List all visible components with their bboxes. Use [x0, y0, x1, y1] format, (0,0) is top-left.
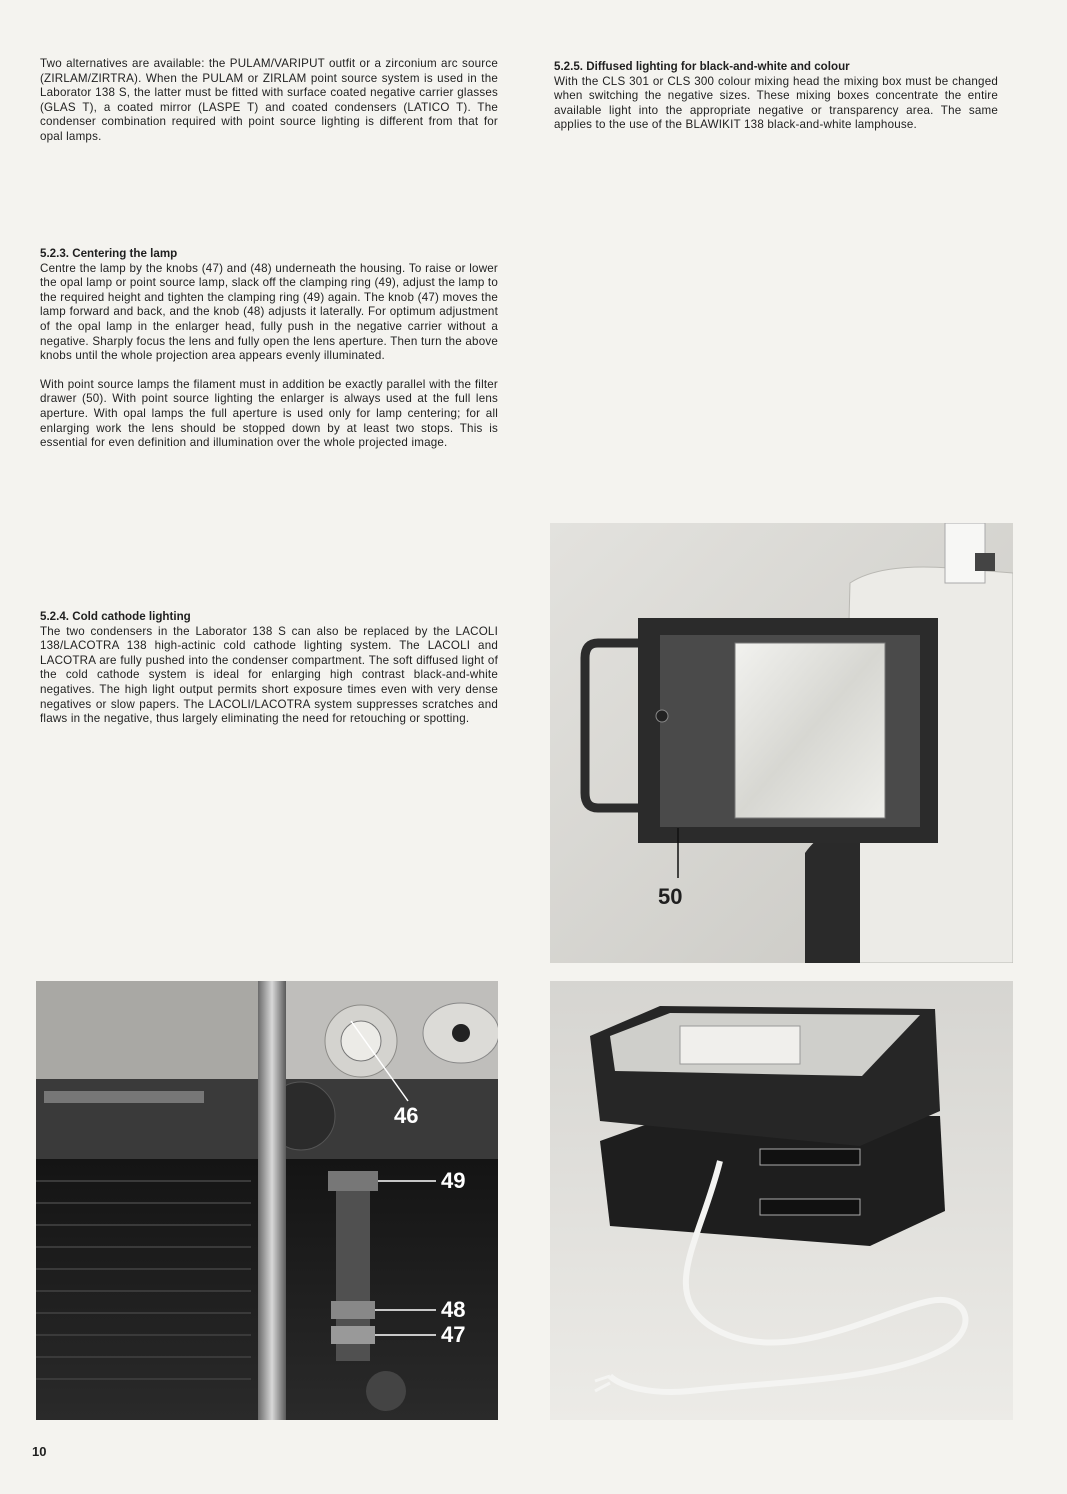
- section-5-2-3-heading: 5.2.3. Centering the lamp: [40, 247, 178, 260]
- section-5-2-5: [554, 60, 998, 133]
- callout-50: 50: [658, 884, 683, 909]
- lacoli-lacotra-illustration: [550, 981, 1013, 1420]
- section-5-2-3: [40, 247, 498, 451]
- section-5-2-3-paragraph-2: With point source lamps the filament must in addition be exactly parallel with the filter drawer (50). With point source lighting the enlarger is always used at the full lens aperture. With opal lamps the full aperture is used only for lamp centering; for all enlarging work the lens should be stopped down by at least two stops. This is essential for even definition and illumination over the whole projected image.: [40, 377, 498, 450]
- callout-47: 47: [441, 1322, 466, 1347]
- section-5-2-5-paragraph: With the CLS 301 or CLS 300 colour mixing head the mixing box must be changed when switching the negative sizes. These mixing boxes concentrate the entire available light into the appropriate negative or transparency area. The same applies to the use of the BLAWIKIT 138 black-and-white lamphouse.: [554, 74, 998, 132]
- intro-paragraph: Two alternatives are available: the PULAM/VARIPUT outfit or a zirconium arc source (ZIRLAM/ZIRTRA). When the PULAM or ZIRLAM point source system is used in the Laborator 138 S, the latter must be fitted with surface coated negative carrier glasses (GLAS T), a coated mirror (LASPE T) and coated condensers (LATICO T). The condenser combination required with point source lighting is different from that for opal lamps.: [40, 57, 498, 143]
- section-5-2-5-heading: 5.2.5. Diffused lighting for black-and-white and colour: [554, 60, 850, 73]
- section-5-2-3-paragraph-1: Centre the lamp by the knobs (47) and (48) underneath the housing. To raise or lower the opal lamp or point source lamp, slack off the clamping ring (49), adjust the lamp to the required height and tighten the clamping ring (49) again. The knob (47) moves the lamp forward and back, and the knob (48) adjusts it laterally. For optimum adjustment of the opal lamp in the enlarger head, fully push in the negative carrier without a negative. Sharply focus the lens and fully open the lens aperture. Then turn the above knobs until the whole projection area appears evenly illuminated.: [40, 261, 498, 363]
- filter-drawer-photo: [550, 523, 1013, 963]
- lamp-housing-illustration: [36, 981, 498, 1420]
- section-5-2-4-paragraph: The two condensers in the Laborator 138 S can also be replaced by the LACOLI 138/LACOTRA 138 high-actinic cold cathode lighting system. The LACOLI and LACOTRA are fully pushed into the condenser compartment. The soft diffused light of the cold cathode system is ideal for enlarging high contrast black-and-white negatives. The high light output permits short exposure times even with very dense negatives or slow papers. The LACOLI/LACOTRA system suppresses scratches and flaws in the negative, thus largely eliminating the need for retouching or spotting.: [40, 624, 498, 726]
- callout-48: 48: [441, 1297, 466, 1322]
- callout-49: 49: [441, 1168, 466, 1193]
- callout-46: 46: [394, 1103, 419, 1128]
- lacoli-lacotra-photo: [550, 981, 1013, 1420]
- section-5-2-4: [40, 610, 498, 727]
- section-5-2-4-heading: 5.2.4. Cold cathode lighting: [40, 610, 191, 623]
- intro-section: [40, 57, 498, 145]
- filter-drawer-illustration: [550, 523, 1013, 963]
- lamp-housing-photo: [36, 981, 498, 1420]
- page-number: 10: [32, 1444, 47, 1459]
